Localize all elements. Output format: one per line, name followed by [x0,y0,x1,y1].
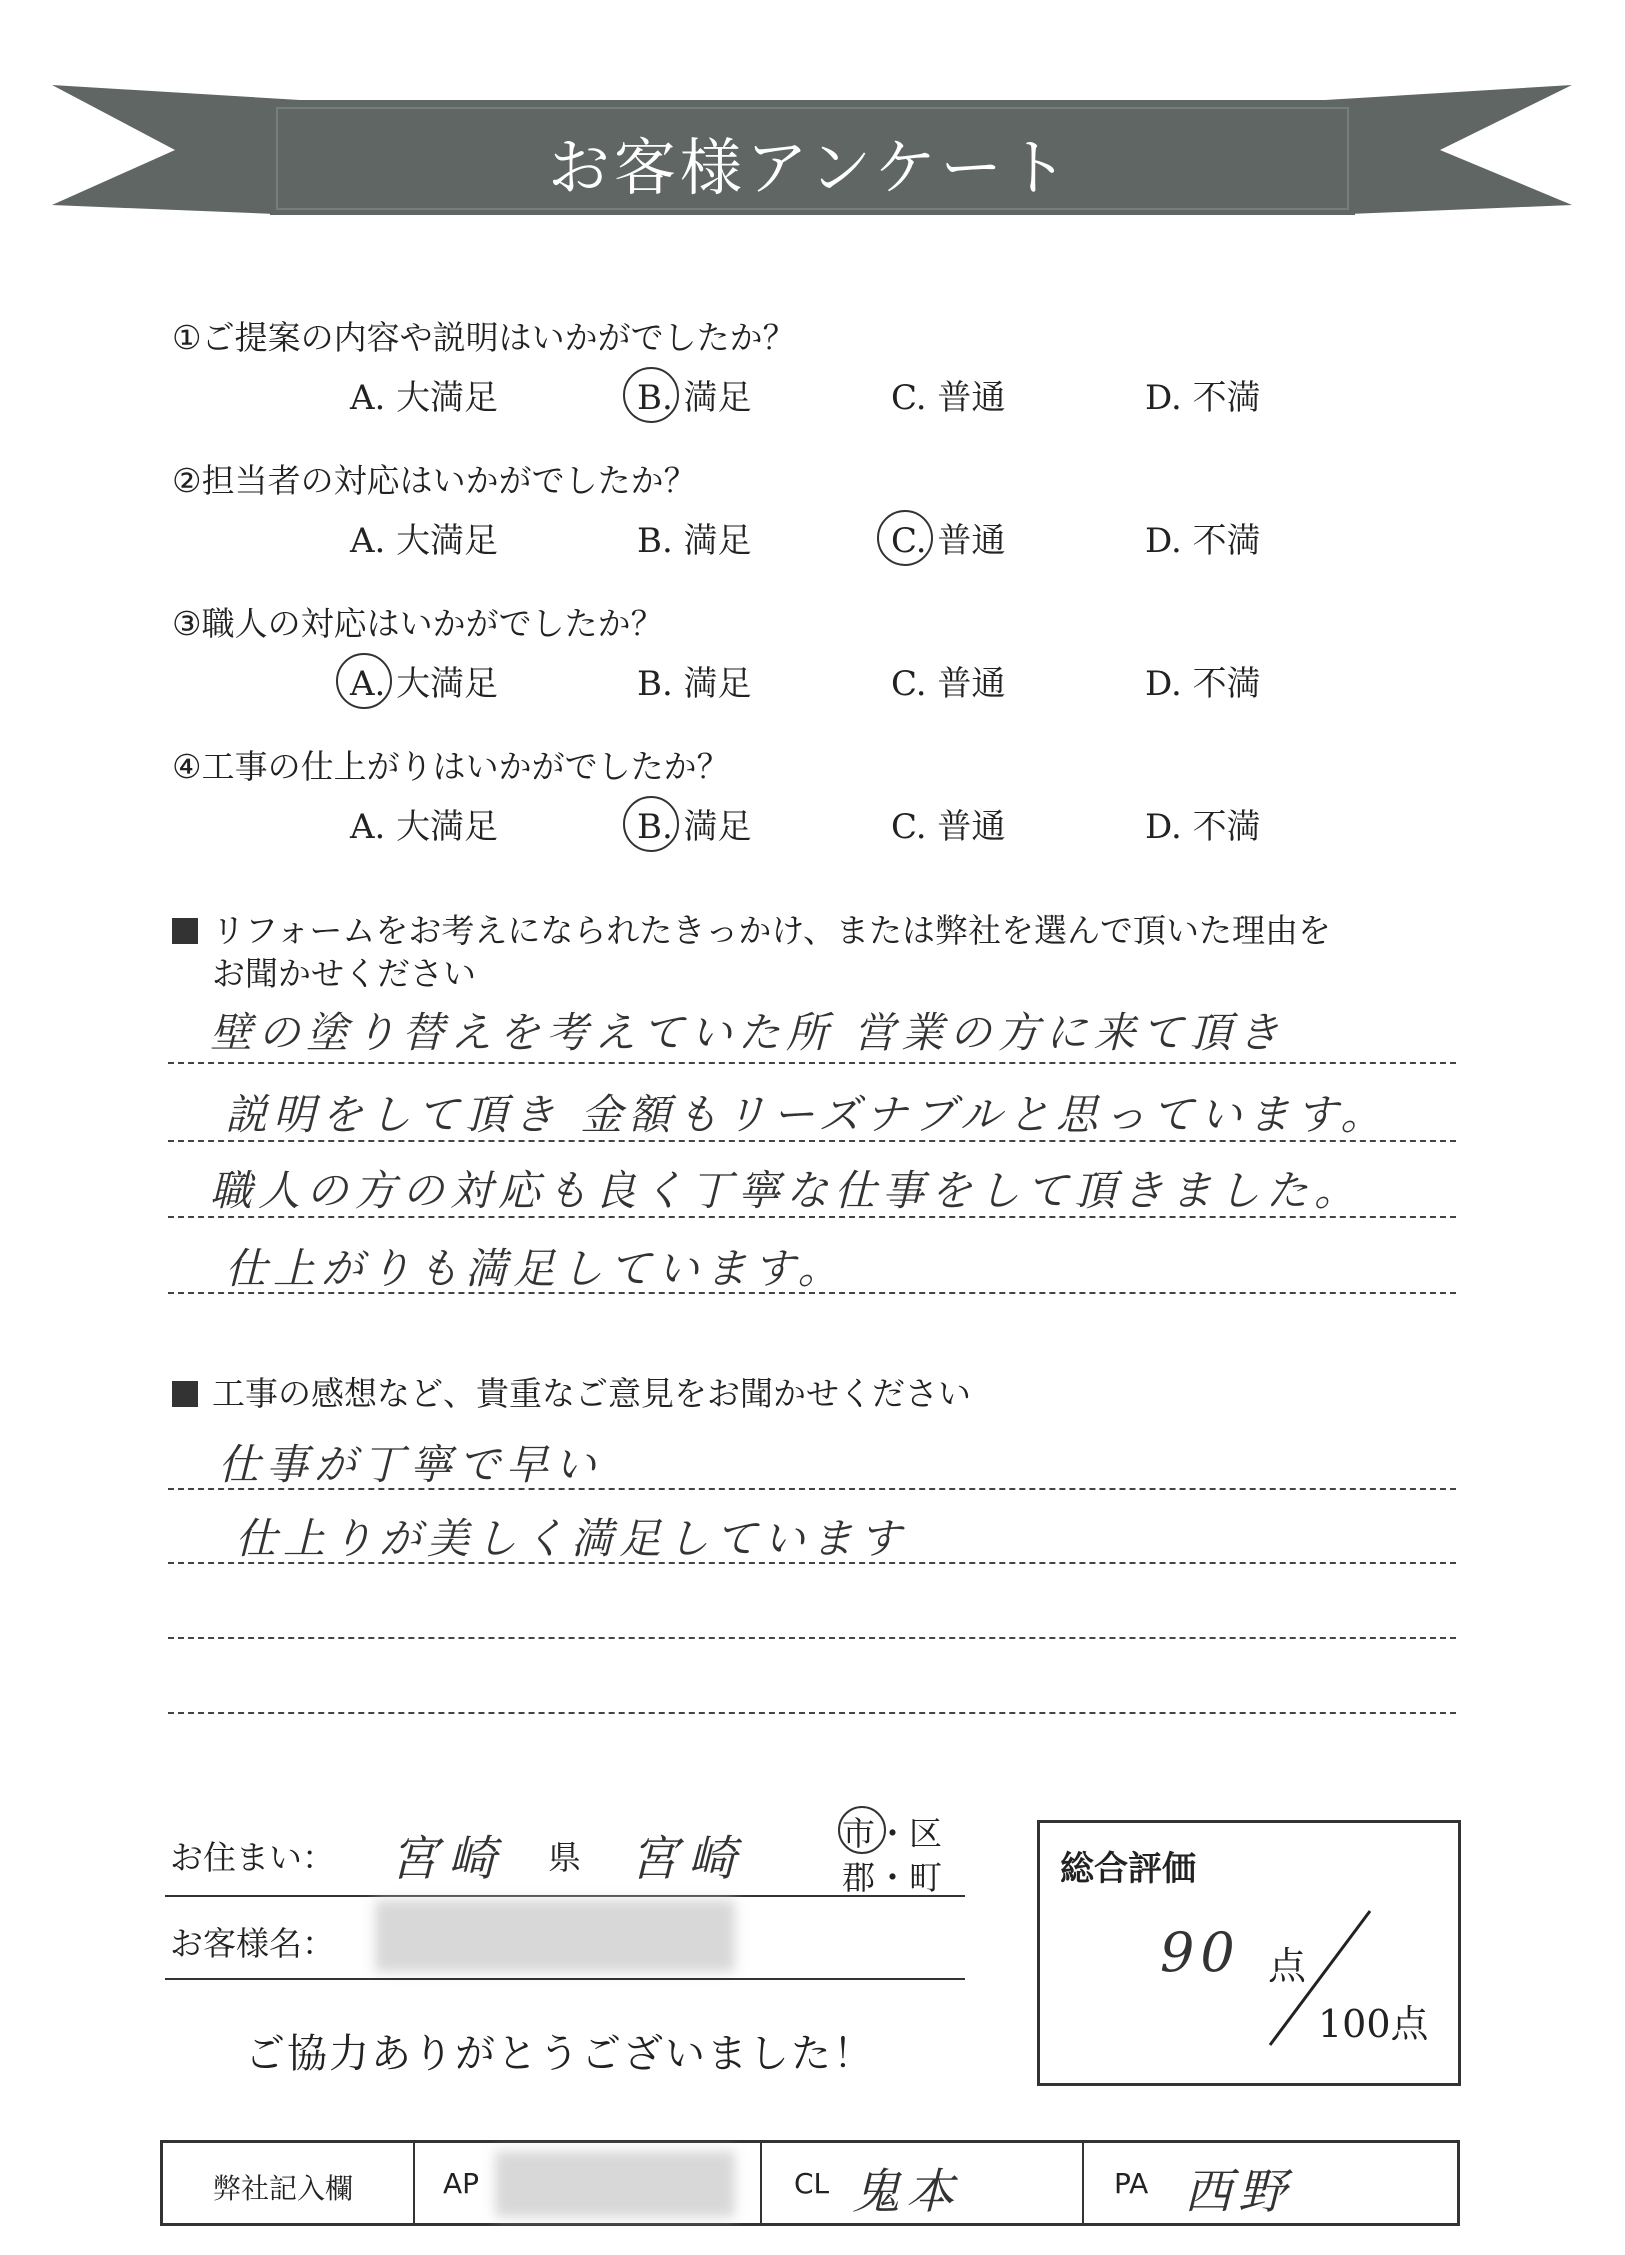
address-ku: ・区 [876,1814,942,1853]
pa-cell [1084,2143,1457,2223]
cl-label: CL [794,2167,830,2200]
score-label: 総合評価 [1060,1849,1196,1889]
address-shi: 市 [842,1814,875,1853]
question-3-option-b[interactable]: B. 満足 [637,664,752,704]
customer-underline [165,1978,965,1980]
impression-answer-2: 仕上りが美しく満足しています [235,1514,908,1563]
answer-line [168,1562,1456,1564]
question-1-option-c[interactable]: C. 普通 [891,378,1006,418]
impression-heading: 工事の感想など、貴重なご意見をお聞かせください [172,1368,971,1415]
score-max: 100点 [1318,2002,1429,2046]
question-4-option-a[interactable]: A. 大満足 [350,807,499,847]
question-1-option-a[interactable]: A. 大満足 [350,378,499,418]
selected-circle [623,367,679,423]
address-prefecture: 宮崎 [390,1831,507,1887]
reason-answer-2: 説明をして頂き 金額もリーズナブルと思っています。 [225,1090,1389,1139]
customer-label: お客様名： [170,1924,335,1963]
address-city: 宮崎 [630,1831,747,1887]
score-value: 90 [1160,1921,1241,1984]
reason-heading-cont: お聞かせください [212,954,476,993]
question-4-option-c[interactable]: C. 普通 [891,807,1006,847]
office-use-table [160,2140,1460,2226]
answer-line [168,1062,1456,1064]
question-2-option-c[interactable]: C. 普通 [891,521,1006,561]
answer-line [168,1488,1456,1490]
question-4-option-b[interactable]: B. 満足 [637,807,752,847]
office-label-cell [163,2143,415,2223]
question-1-label: ①ご提案の内容や説明はいかがでしたか？ [172,318,796,357]
selected-circle [336,653,392,709]
question-3-label: ③職人の対応はいかがでしたか？ [172,604,664,643]
square-bullet-icon [172,918,198,944]
banner-right-ribbon [1325,85,1572,215]
answer-line [168,1140,1456,1142]
address-pref-suffix: 県 [548,1838,581,1877]
reason-answer-3: 職人の方の対応も良く丁寧な仕事をして頂きました。 [210,1166,1363,1215]
square-bullet-icon [172,1381,198,1407]
pa-label: PA [1114,2167,1149,2200]
question-4-label: ④工事の仕上がりはいかがでしたか？ [172,747,730,786]
answer-line [168,1637,1456,1639]
office-label: 弊社記入欄 [213,2172,354,2205]
question-1-option-d[interactable]: D. 不満 [1145,378,1261,418]
address-label: お住まい： [170,1838,335,1877]
impression-answer-1: 仕事が丁寧で早い [218,1440,603,1489]
selected-circle [623,796,679,852]
redacted-ap-value [495,2151,735,2217]
ap-label: AP [443,2167,480,2200]
question-3-option-a[interactable]: A. 大満足 [350,664,499,704]
cl-cell [762,2143,1084,2223]
question-3-option-c[interactable]: C. 普通 [891,664,1006,704]
question-4-option-d[interactable]: D. 不満 [1145,807,1261,847]
answer-line [168,1216,1456,1218]
banner-left-ribbon [52,85,300,215]
answer-line [168,1292,1456,1294]
question-1-option-b[interactable]: B. 満足 [637,378,752,418]
cl-value: 鬼本 [852,2164,961,2220]
question-2-option-b[interactable]: B. 満足 [637,521,752,561]
address-gun: 郡 [842,1858,875,1897]
selected-circle [877,510,933,566]
question-3-option-d[interactable]: D. 不満 [1145,664,1261,704]
score-box [1037,1820,1461,2086]
thanks-message: ご協力ありがとうございました！ [245,2031,875,2077]
redacted-customer-name [375,1900,735,1972]
question-2-option-a[interactable]: A. 大満足 [350,521,499,561]
pa-value: 西野 [1184,2164,1293,2220]
page-title: お客様アンケート [547,131,1073,204]
question-2-option-d[interactable]: D. 不満 [1145,521,1261,561]
reason-answer-1: 壁の塗り替えを考えていた所 営業の方に来て頂き [210,1008,1286,1057]
question-2-label: ②担当者の対応はいかがでしたか？ [172,461,697,500]
reason-heading: リフォームをお考えになられたきっかけ、または弊社を選んで頂いた理由を [172,905,1331,952]
score-unit: 点 [1268,1944,1307,1988]
address-underline [165,1895,965,1897]
answer-line [168,1712,1456,1714]
ap-cell [415,2143,762,2223]
address-cho: ・町 [876,1858,942,1897]
reason-answer-4: 仕上がりも満足しています。 [225,1244,846,1293]
